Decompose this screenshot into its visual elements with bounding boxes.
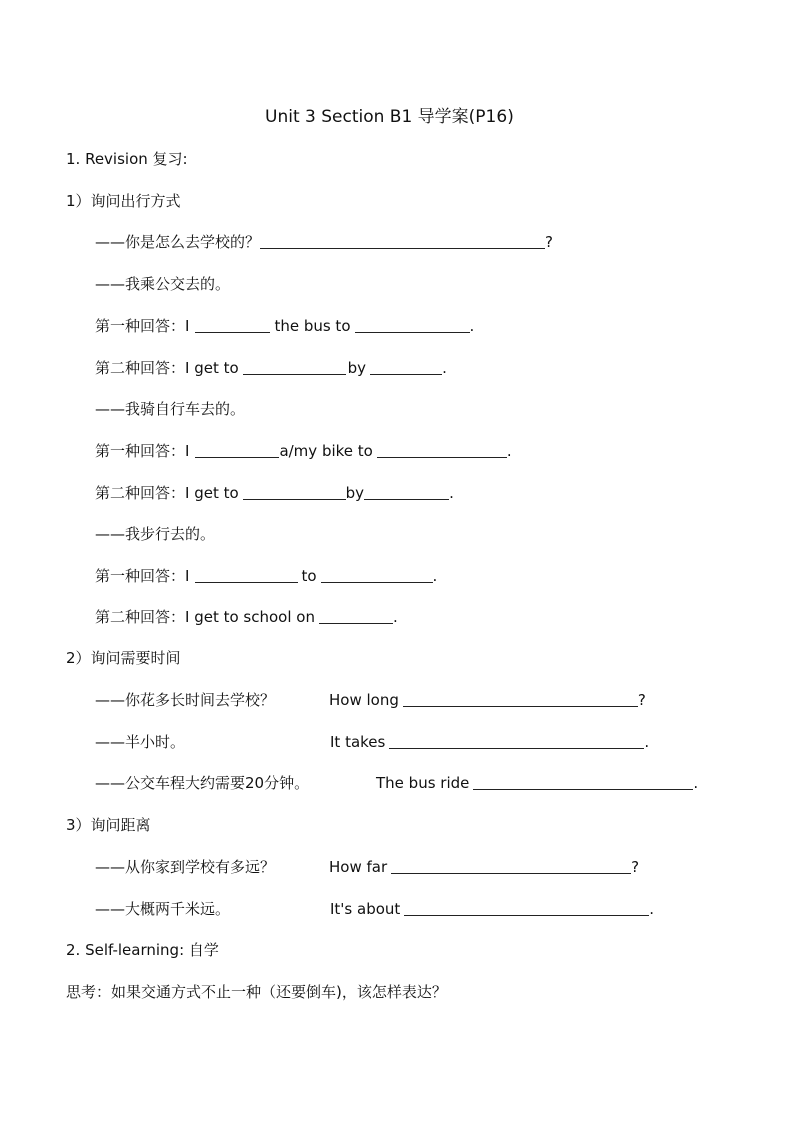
bike-answer-1-end: . — [506, 442, 512, 460]
self-learning-heading: 2. Self-learning: 自学 — [66, 941, 219, 959]
bus-ride-end: . — [693, 774, 699, 792]
bus-answer-1 — [95, 316, 474, 336]
bike-answer-2-start: 第二种回答：I get to — [95, 484, 239, 502]
answer-blank[interactable] — [243, 359, 346, 375]
bike-answer-2 — [95, 483, 454, 503]
walk-prompt: ——我步行去的。 — [95, 525, 216, 543]
walk-answer-1-start: 第一种回答：I — [95, 567, 190, 585]
half-hour-end: . — [644, 733, 650, 751]
answer-blank[interactable] — [389, 733, 644, 749]
by-bus-prompt: ——我乘公交去的。 — [95, 275, 231, 293]
bus-ride-en — [376, 773, 698, 793]
half-hour-prompt: ——半小时。 — [95, 733, 186, 751]
bike-answer-2-end: . — [449, 484, 454, 502]
distance-question-en-text: How far — [329, 858, 388, 876]
answer-blank[interactable] — [321, 567, 433, 583]
question-how-text: ——你是怎么去学校的？ — [95, 233, 261, 251]
bus-answer-2-start: 第二种回答：I get to — [95, 359, 239, 377]
distance-answer-end: . — [649, 900, 655, 918]
distance-question-en — [329, 857, 639, 877]
distance-answer: ——大概两千米远。 — [95, 900, 231, 918]
time-question-en — [329, 690, 646, 710]
bus-answer-1-end: . — [469, 317, 475, 335]
bus-ride-en-text: The bus ride — [376, 774, 470, 792]
bus-answer-2 — [95, 358, 447, 378]
bike-answer-2-mid: by — [345, 484, 365, 502]
answer-blank[interactable] — [195, 442, 279, 458]
answer-blank[interactable] — [473, 774, 693, 790]
walk-answer-1 — [95, 566, 437, 586]
bike-answer-1 — [95, 441, 512, 461]
bike-answer-1-mid: a/my bike to — [279, 442, 373, 460]
bus-ride-prompt: ——公交车程大约需要20分钟。 — [95, 774, 310, 792]
walk-answer-1-mid: to — [301, 567, 317, 585]
question-mark: ? — [545, 233, 553, 251]
walk-answer-1-end: . — [432, 567, 438, 585]
question-how — [95, 232, 553, 252]
answer-blank[interactable] — [377, 442, 507, 458]
answer-blank[interactable] — [403, 691, 638, 707]
bus-answer-1-start: 第一种回答：I — [95, 317, 190, 335]
answer-blank[interactable] — [195, 317, 270, 333]
answer-blank[interactable] — [319, 608, 393, 624]
section-time-heading: 2）询问需要时间 — [66, 649, 181, 667]
walk-answer-2-end: . — [392, 608, 398, 626]
page-title: Unit 3 Section B1 导学案(P16) — [265, 107, 514, 127]
bus-answer-2-mid: by — [347, 359, 367, 377]
answer-blank[interactable] — [260, 233, 545, 249]
distance-question: ——从你家到学校有多远？ — [95, 858, 276, 876]
distance-answer-en-text: It's about — [330, 900, 401, 918]
half-hour-en — [330, 732, 649, 752]
time-question-en-text: How long — [329, 691, 399, 709]
walk-answer-2 — [95, 607, 398, 627]
distance-answer-en — [330, 899, 654, 919]
revision-heading: 1. Revision 复习: — [66, 150, 188, 168]
time-question-end: ? — [637, 691, 646, 709]
answer-blank[interactable] — [364, 484, 449, 500]
section-distance-heading: 3）询问距离 — [66, 816, 151, 834]
answer-blank[interactable] — [195, 567, 298, 583]
answer-blank[interactable] — [391, 858, 631, 874]
answer-blank[interactable] — [243, 484, 346, 500]
time-question-zh: ——你花多长时间去学校？ — [95, 691, 276, 709]
bike-answer-1-start: 第一种回答：I — [95, 442, 190, 460]
walk-answer-2-start: 第二种回答：I get to school on — [95, 608, 315, 626]
section-how-heading: 1）询问出行方式 — [66, 192, 181, 210]
bus-answer-1-mid: the bus to — [274, 317, 351, 335]
bus-answer-2-end: . — [442, 359, 447, 377]
answer-blank[interactable] — [404, 900, 649, 916]
half-hour-en-text: It takes — [330, 733, 386, 751]
by-bike-prompt: ——我骑自行车去的。 — [95, 400, 246, 418]
answer-blank[interactable] — [355, 317, 470, 333]
time-question — [95, 690, 275, 710]
distance-question-end: ? — [631, 858, 640, 876]
think-prompt: 思考：如果交通方式不止一种（还要倒车)，该怎样表达？ — [66, 983, 447, 1001]
answer-blank[interactable] — [370, 359, 442, 375]
